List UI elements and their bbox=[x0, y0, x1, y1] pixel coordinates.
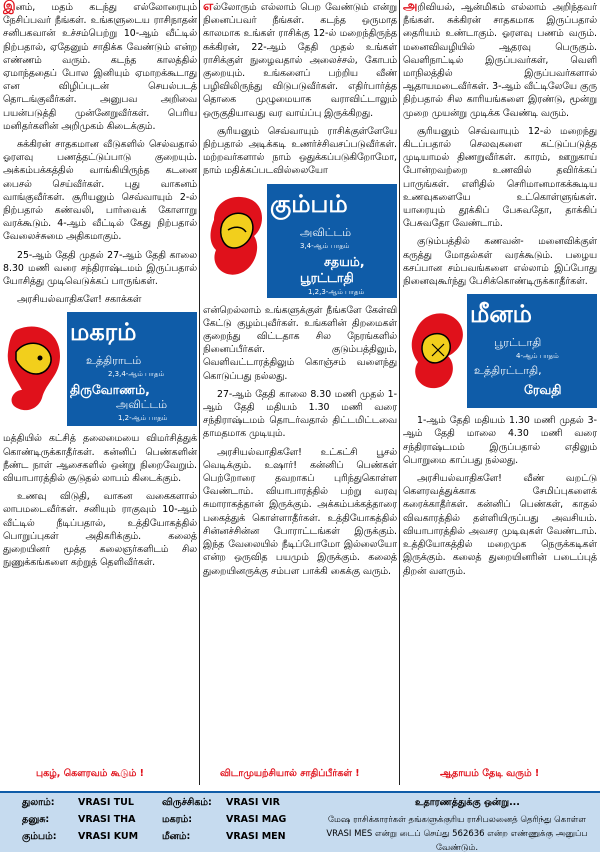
rasi-code-label: விருச்சிகம்: bbox=[162, 797, 212, 808]
star-name: அவிட்டம் bbox=[116, 398, 168, 412]
makaram-tagline: புகழ், கௌரவம் கூடும் ! bbox=[36, 768, 144, 779]
pisces-emblem-icon bbox=[404, 304, 470, 396]
paragraph: குடும்பத்தில் கணவன்- மனைவிக்குள் கருத்து மோதல்கள் வரக்கூடும். பழைய கசப்பான சம்பவங்களை எல்லாம் இப்போது நினைவுகூர்ந்து பேசிக்கொண்டிருக்காதீர்கள். bbox=[403, 236, 597, 288]
paragraph bbox=[3, 0, 197, 133]
star-name: திருவோணம், bbox=[70, 382, 150, 398]
star-name: உத்திரட்டாதி, bbox=[474, 364, 542, 378]
rasi-code-label: தனுசு: bbox=[22, 814, 50, 825]
star-name: பூரட்டாதி bbox=[494, 336, 542, 350]
meenam-tagline: ஆதாயம் தேடி வரும் ! bbox=[440, 768, 540, 779]
rasi-code-label: துலாம்: bbox=[22, 797, 55, 808]
kumbam-column bbox=[203, 0, 397, 785]
star-name: பூரட்டாதி bbox=[300, 269, 354, 285]
star-name: ரேவதி bbox=[524, 382, 562, 398]
rasi-code-label: மீனம்: bbox=[162, 831, 191, 842]
paragraph-text: னம், மதம் கடந்து எல்லோரையும் நேசிப்பவர் நீங்கள். உங்களுடைய ராசிநாதன் சனிபகவான் உச்சம்பெற்று 10-ஆம் வீட்டில் நிற்பதால், ஏதேனும் சாதிக்க வேண்டும் என்ற எண்ணம் வரும். கடந்த காலத்தில் ஏமாந்ததைப் போல இனியும் ஏமாறக்கூடாது என விழிப்புடன் செயல்படத் தொடங்குவீர்கள். அனுபவ அறிவை பயன்படுத்தி முன்னேறுவீர்கள். பெரிய மனிதர்களின் அறிமுகம் கிடைக்கும். bbox=[3, 2, 197, 132]
rasi-code-value: VRASI THA bbox=[78, 814, 136, 825]
paragraph: 1-ஆம் தேதி மதியம் 1.30 மணி முதல் 3-ஆம் தேதி மாலை 4.30 மணி வரை சந்திராஷ்டமம் இருப்பதால் எதிலும் பொறுமை காப்பது நல்லது. bbox=[403, 415, 597, 466]
rasi-code-value: VRASI MAG bbox=[226, 814, 287, 825]
drop-letter: அ bbox=[403, 0, 418, 14]
drop-letter: எ bbox=[203, 0, 214, 14]
paragraph-text: ல்லோரும் எல்லாம் பெற வேண்டும் என்று நினைப்பவர் நீங்கள். கடந்த ஒருமாத காலமாக உங்கள் ராசிக்கு 12-ல் மறைந்திருந்த சுக்கிரன், 22-ஆம் தேதி முதல் உங்கள் ராசிக்குள் நுழைவதால் அலைச்சல், கோபம் குறையும். உங்களைப் பற்றிய வீண் பழிவிலிருந்து விடுபடுவீர்கள். எதிர்பார்த்த தொகை முழுமையாக வராவிட்டாலும் ஒருகுதியாவது வர வாய்ப்பு இருக்கிறது. bbox=[203, 2, 397, 119]
drop-letter: இ bbox=[3, 0, 16, 14]
star-name: அவிட்டம் bbox=[300, 225, 352, 239]
makaram-column bbox=[3, 0, 197, 785]
rasi-code-value: VRASI MEN bbox=[226, 831, 286, 842]
star-padam: 4-ஆம் பாதம் bbox=[516, 352, 559, 361]
rasi-title: மீனம் bbox=[470, 300, 532, 329]
star-name: சதயம், bbox=[324, 253, 365, 269]
column-divider bbox=[199, 0, 200, 785]
rasi-code-value: VRASI KUM bbox=[78, 831, 139, 842]
paragraph: உணவு விடுதி, வாகன வகைகளால் லாபமடைவீர்கள். சனியும் ராகுவும் 10-ஆம் வீட்டில் நீடிப்பதால், உத்தியோகத்தில் பொறுப்புகள் அதிகரிக்கும். கலைத் துறையினர் மூத்த கலைஞர்களிடம் சில நுணுக்கங்களை கற்றுத் தெளிவீர்கள். bbox=[3, 491, 197, 569]
rasi-code-label: மகரம்: bbox=[162, 814, 193, 825]
paragraph: சுக்கிரன் சாதகமான வீடுகளில் செல்வதால் ஓரளவு பணத்தட்டுப்பாடு குறையும். அக்கம்பக்கத்தில் வாங்கியிருந்த கடனை பைசல் செய்வீர்கள். புது வாகனம் வாங்குவீர்கள். சூரியனும் செவ்வாயும் 2-ல் நிற்பதால் கண்வலி, பார்வைக் கோளாறு வரக்கூடும். 4-ஆம் வீட்டில் கேது நிற்பதால் வேலைச்சுமை அதிகமாகும். bbox=[3, 139, 197, 243]
makaram-rasi-box bbox=[3, 312, 197, 426]
paragraph: என்றெல்லாம் உங்களுக்குள் நீங்களே கேள்வி கேட்டு குழம்புவீர்கள். உங்களின் திறமைகள் குறைந்து விட்டதாக சில நேரங்களில் நினைப்பீர்கள். குடும்பத்திலும், வெளிவட்டாரத்திலும் கொஞ்சம் வளைந்து கொடுப்பது நல்லது. bbox=[203, 304, 397, 382]
paragraph: அரசியல்வாதிகளே! உட்கட்சி பூசல் வெடிக்கும். உஷார்! கன்னிப் பெண்கள் பெற்றோரை தவறாகப் புரிந்துகொள்ள வேண்டாம். வியாபாரத்தில் பற்று வரவு சுமாராகத்தான் இருக்கும். அக்கம்பக்கத்தாரை பகைத்துக் கொள்ளாதீர்கள். உத்தியோகத்தில் சின்னச்சின்ன போராட்டங்கள் இருக்கும். இந்த வேலையில் நீடிப்போமோ இல்லையோ என்ற ஒருவித பயமும் இருக்கும். கலைத் துறையினருக்கு சம்பள பாக்கி கைக்கு வரும். bbox=[203, 446, 397, 577]
kumbam-tagline: விடாமுயற்சியால் சாதிப்பீர்கள் ! bbox=[220, 768, 360, 779]
example-title: உதாரணத்துக்கு ஒன்று... bbox=[415, 797, 520, 808]
rasi-code-label: கும்பம்: bbox=[22, 831, 57, 842]
star-padam: 2,3,4-ஆம் பாதம் bbox=[108, 370, 165, 379]
example-body: மேஷ ராசிக்காரர்கள் தங்களுக்குரிய ராசிபலனைத் தெரிந்து கொள்ள VRASI MES என்று டைப் செய்து 562636 என்ற எண்ணுக்கு அனுப்ப வேண்டும். bbox=[326, 815, 588, 853]
paragraph: மத்தியில் கட்சித் தலைமையை விமர்சித்துக் கொண்டிருக்காதீர்கள். கன்னிப் பெண்களின் நீண்ட நாள் ஆசைகளில் ஒன்று நிறைவேறும். வியாபாரத்தில் சூடுதல் லாபம் கிடைக்கும். bbox=[3, 433, 197, 485]
meenam-column bbox=[403, 0, 597, 785]
paragraph: சூரியனும் செவ்வாயும் 12-ல் மறைந்து கிடப்பதால் செலவுகளை கட்டுப்படுத்த முடியாமல் திணறுவீர்கள். காரம், ஊறுகாய் போன்றவற்றை உணவில் தவிர்க்கப் பாருங்கள். எளிதில் செரிமானமாகக்கூடிய உணவுகளையே உட்கொள்ளுங்கள். யாரையும் தூக்கிப் பேசுவதோ, தாக்கிப் பேசுவதோ வேண்டாம். bbox=[403, 125, 597, 230]
star-padam: 3,4-ஆம் பாதம் bbox=[300, 241, 350, 250]
rasi-title: கும்பம் bbox=[270, 189, 348, 218]
star-padam: 1,2,3-ஆம் பாதம் bbox=[308, 287, 365, 296]
kumbam-rasi-box bbox=[203, 184, 397, 298]
paragraph: அரசியல்வாதிகளே! வீண் வறட்டு கௌரவத்துக்காக சேமிப்புகளைக் கரைக்காதீர்கள். கன்னிப் பெண்கள், காதல் விவகாரத்தில் தள்ளியிருப்பது அவசியம். வியாபாரத்தில் அவசர முடிவுகள் வேண்டாம். உத்தியோகத்தில் மறைமுக நெருக்கடிகள் இருக்கும். கலைத் துறையினரின் படைப்புத் திறன் வளரும். bbox=[403, 473, 597, 577]
rasi-code-value: VRASI TUL bbox=[78, 797, 134, 808]
paragraph: 25-ஆம் தேதி முதல் 27-ஆம் தேதி காலை 8.30 மணி வரை சந்திராஷ்டமம் இருப்பதால் யோசித்து முடிவெடுக்கப் பாருங்கள். bbox=[3, 249, 197, 288]
paragraph-text: றிவியல், ஆன்மிகம் எல்லாம் அறிந்தவர் நீங்கள். சுக்கிரன் சாதகமாக இருப்பதால் தைரியம் உண்டாகும். ஓரளவு பணம் வரும். மனைவிவழியில் ஆதரவு பெருகும். வெளிநாட்டில் இருப்பவர்கள், வெளி மாநிலத்தில் இருப்பவர்களால் ஆதாயமடைவீர்கள். 3-ஆம் வீட்டிலேயே குரு நிற்பதால் சில காரியங்களை இரண்டு, மூன்று முறை முயன்று முடிக்க வேண்டி வரும். bbox=[403, 2, 597, 119]
paragraph bbox=[203, 0, 397, 120]
star-padam: 1,2-ஆம் பாதம் bbox=[118, 414, 168, 423]
paragraph: சூரியனும் செவ்வாயும் ராசிக்குள்ளேயே நிற்பதால் அடிக்கடி உணர்ச்சிவசப்படுவீர்கள். மற்றவர்களால் நாம் ஒதுக்கப்படுகிறோமோ, நாம் மதிக்கப்படவில்லையோ bbox=[203, 125, 397, 177]
capricorn-emblem-icon bbox=[3, 320, 68, 416]
sms-code-band bbox=[0, 791, 600, 852]
paragraph bbox=[403, 0, 597, 120]
column-divider bbox=[399, 0, 400, 785]
rasi-code-value: VRASI VIR bbox=[226, 797, 280, 808]
meenam-rasi-box bbox=[403, 294, 597, 408]
paragraph: அரசியல்வாதிகளே! சகாக்கள் bbox=[17, 294, 142, 306]
aquarius-emblem-icon bbox=[204, 190, 270, 286]
star-name: உத்திராடம் bbox=[86, 354, 142, 368]
rasi-title: மகரம் bbox=[70, 318, 137, 347]
paragraph: 27-ஆம் தேதி காலை 8.30 மணி முதல் 1-ஆம் தேதி மதியம் 1.30 மணி வரை சந்திராஷ்டமம் தொடர்வதால் திட்டமிட்டவை தாமதமாக முடியும். bbox=[203, 388, 397, 440]
